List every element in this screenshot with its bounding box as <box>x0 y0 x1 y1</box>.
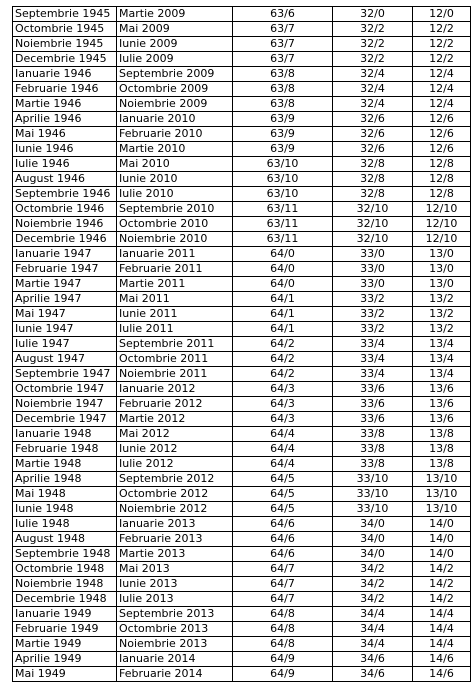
birth-month-cell: Noiembrie 1945 <box>13 37 117 52</box>
retirement-date-cell: Ianuarie 2011 <box>117 247 233 262</box>
contribution-cell: 32/4 <box>333 67 413 82</box>
birth-month-cell: Februarie 1948 <box>13 442 117 457</box>
retirement-date-cell: Mai 2010 <box>117 157 233 172</box>
birth-month-cell: Martie 1946 <box>13 97 117 112</box>
table-row <box>13 292 471 307</box>
birth-month-cell: Iulie 1948 <box>13 517 117 532</box>
birth-month-cell: August 1946 <box>13 172 117 187</box>
extra-cell: 14/2 <box>413 592 471 607</box>
extra-cell: 14/4 <box>413 607 471 622</box>
table-row <box>13 277 471 292</box>
table-row <box>13 172 471 187</box>
contribution-cell: 34/2 <box>333 577 413 592</box>
age-cell: 63/9 <box>233 112 333 127</box>
age-cell: 64/1 <box>233 322 333 337</box>
age-cell: 64/0 <box>233 247 333 262</box>
table-row <box>13 37 471 52</box>
extra-cell: 12/4 <box>413 97 471 112</box>
retirement-date-cell: Noiembrie 2009 <box>117 97 233 112</box>
age-cell: 63/9 <box>233 127 333 142</box>
retirement-date-cell: Octombrie 2009 <box>117 82 233 97</box>
contribution-cell: 33/8 <box>333 442 413 457</box>
birth-month-cell: Mai 1948 <box>13 487 117 502</box>
birth-month-cell: Aprilie 1947 <box>13 292 117 307</box>
age-cell: 63/7 <box>233 37 333 52</box>
retirement-date-cell: Mai 2012 <box>117 427 233 442</box>
table-row <box>13 307 471 322</box>
birth-month-cell: Octombrie 1945 <box>13 22 117 37</box>
contribution-cell: 33/2 <box>333 322 413 337</box>
contribution-cell: 32/4 <box>333 82 413 97</box>
contribution-cell: 34/4 <box>333 637 413 652</box>
extra-cell: 13/8 <box>413 427 471 442</box>
retirement-date-cell: Septembrie 2012 <box>117 472 233 487</box>
age-cell: 63/10 <box>233 157 333 172</box>
extra-cell: 12/10 <box>413 217 471 232</box>
table-row <box>13 622 471 637</box>
extra-cell: 13/4 <box>413 352 471 367</box>
table-row <box>13 337 471 352</box>
contribution-cell: 34/0 <box>333 532 413 547</box>
extra-cell: 12/2 <box>413 52 471 67</box>
retirement-date-cell: Septembrie 2010 <box>117 202 233 217</box>
retirement-date-cell: Iunie 2013 <box>117 577 233 592</box>
birth-month-cell: Septembrie 1948 <box>13 547 117 562</box>
age-cell: 64/6 <box>233 547 333 562</box>
retirement-date-cell: Noiembrie 2010 <box>117 232 233 247</box>
extra-cell: 13/2 <box>413 322 471 337</box>
table-row <box>13 532 471 547</box>
age-cell: 63/11 <box>233 217 333 232</box>
age-cell: 63/10 <box>233 172 333 187</box>
extra-cell: 13/0 <box>413 262 471 277</box>
age-cell: 64/4 <box>233 442 333 457</box>
table-row <box>13 487 471 502</box>
table-row <box>13 52 471 67</box>
birth-month-cell: Ianuarie 1949 <box>13 607 117 622</box>
age-cell: 64/6 <box>233 532 333 547</box>
contribution-cell: 33/10 <box>333 472 413 487</box>
age-cell: 64/9 <box>233 667 333 682</box>
table-row <box>13 577 471 592</box>
table-row <box>13 247 471 262</box>
age-cell: 63/8 <box>233 97 333 112</box>
extra-cell: 14/2 <box>413 577 471 592</box>
contribution-cell: 32/4 <box>333 97 413 112</box>
birth-month-cell: Mai 1949 <box>13 667 117 682</box>
contribution-cell: 32/2 <box>333 37 413 52</box>
extra-cell: 14/2 <box>413 562 471 577</box>
retirement-date-cell: Martie 2013 <box>117 547 233 562</box>
age-cell: 64/3 <box>233 397 333 412</box>
age-cell: 64/0 <box>233 277 333 292</box>
table-row <box>13 7 471 22</box>
table-row <box>13 142 471 157</box>
age-cell: 64/8 <box>233 607 333 622</box>
contribution-cell: 32/10 <box>333 202 413 217</box>
retirement-date-cell: Iulie 2010 <box>117 187 233 202</box>
table-row <box>13 112 471 127</box>
retirement-date-cell: Noiembrie 2012 <box>117 502 233 517</box>
table-row <box>13 157 471 172</box>
contribution-cell: 32/8 <box>333 172 413 187</box>
contribution-cell: 33/10 <box>333 487 413 502</box>
birth-month-cell: Septembrie 1947 <box>13 367 117 382</box>
extra-cell: 13/8 <box>413 442 471 457</box>
table-row <box>13 322 471 337</box>
contribution-cell: 33/6 <box>333 382 413 397</box>
contribution-cell: 34/0 <box>333 547 413 562</box>
table-row <box>13 382 471 397</box>
retirement-date-cell: Iunie 2009 <box>117 37 233 52</box>
retirement-date-cell: Februarie 2013 <box>117 532 233 547</box>
birth-month-cell: Decembrie 1947 <box>13 412 117 427</box>
age-cell: 64/3 <box>233 412 333 427</box>
age-cell: 63/8 <box>233 67 333 82</box>
extra-cell: 14/4 <box>413 637 471 652</box>
contribution-cell: 33/0 <box>333 277 413 292</box>
table-row <box>13 547 471 562</box>
retirement-date-cell: Februarie 2011 <box>117 262 233 277</box>
retirement-date-cell: Septembrie 2013 <box>117 607 233 622</box>
birth-month-cell: Mai 1947 <box>13 307 117 322</box>
retirement-date-cell: Iulie 2013 <box>117 592 233 607</box>
table-row <box>13 517 471 532</box>
birth-month-cell: Februarie 1949 <box>13 622 117 637</box>
contribution-cell: 34/6 <box>333 667 413 682</box>
extra-cell: 13/6 <box>413 412 471 427</box>
contribution-cell: 33/0 <box>333 247 413 262</box>
extra-cell: 12/6 <box>413 142 471 157</box>
age-cell: 64/4 <box>233 427 333 442</box>
retirement-date-cell: Ianuarie 2014 <box>117 652 233 667</box>
retirement-date-cell: Iulie 2009 <box>117 52 233 67</box>
retirement-date-cell: Februarie 2012 <box>117 397 233 412</box>
extra-cell: 13/10 <box>413 472 471 487</box>
retirement-date-cell: Martie 2011 <box>117 277 233 292</box>
retirement-date-cell: Septembrie 2011 <box>117 337 233 352</box>
retirement-date-cell: Septembrie 2009 <box>117 67 233 82</box>
birth-month-cell: Februarie 1947 <box>13 262 117 277</box>
age-cell: 63/11 <box>233 202 333 217</box>
extra-cell: 12/6 <box>413 127 471 142</box>
age-cell: 64/8 <box>233 637 333 652</box>
retirement-date-cell: Iunie 2010 <box>117 172 233 187</box>
contribution-cell: 33/6 <box>333 397 413 412</box>
age-cell: 63/8 <box>233 82 333 97</box>
extra-cell: 12/10 <box>413 232 471 247</box>
contribution-cell: 33/2 <box>333 292 413 307</box>
table-row <box>13 217 471 232</box>
extra-cell: 12/8 <box>413 172 471 187</box>
retirement-date-cell: Octombrie 2010 <box>117 217 233 232</box>
contribution-cell: 33/0 <box>333 262 413 277</box>
age-cell: 64/7 <box>233 562 333 577</box>
retirement-date-cell: Februarie 2014 <box>117 667 233 682</box>
contribution-cell: 34/2 <box>333 592 413 607</box>
age-cell: 64/7 <box>233 592 333 607</box>
extra-cell: 12/4 <box>413 82 471 97</box>
birth-month-cell: Decembrie 1946 <box>13 232 117 247</box>
extra-cell: 12/2 <box>413 22 471 37</box>
contribution-cell: 32/2 <box>333 52 413 67</box>
data-table <box>12 6 471 682</box>
birth-month-cell: Martie 1947 <box>13 277 117 292</box>
table-row <box>13 187 471 202</box>
birth-month-cell: Ianuarie 1946 <box>13 67 117 82</box>
age-cell: 64/1 <box>233 292 333 307</box>
age-cell: 63/7 <box>233 52 333 67</box>
table-row <box>13 67 471 82</box>
birth-month-cell: Februarie 1946 <box>13 82 117 97</box>
table-row <box>13 652 471 667</box>
table-row <box>13 232 471 247</box>
extra-cell: 13/8 <box>413 457 471 472</box>
contribution-cell: 33/8 <box>333 457 413 472</box>
birth-month-cell: Aprilie 1949 <box>13 652 117 667</box>
birth-month-cell: Iulie 1947 <box>13 337 117 352</box>
contribution-cell: 33/8 <box>333 427 413 442</box>
contribution-cell: 34/0 <box>333 517 413 532</box>
contribution-cell: 32/8 <box>333 187 413 202</box>
extra-cell: 14/6 <box>413 652 471 667</box>
age-cell: 63/6 <box>233 7 333 22</box>
birth-month-cell: Iunie 1946 <box>13 142 117 157</box>
extra-cell: 14/0 <box>413 517 471 532</box>
table-row <box>13 607 471 622</box>
extra-cell: 13/0 <box>413 247 471 262</box>
retirement-date-cell: Mai 2011 <box>117 292 233 307</box>
extra-cell: 13/10 <box>413 502 471 517</box>
contribution-cell: 32/2 <box>333 22 413 37</box>
extra-cell: 12/8 <box>413 187 471 202</box>
age-cell: 63/10 <box>233 187 333 202</box>
table-row <box>13 22 471 37</box>
birth-month-cell: August 1947 <box>13 352 117 367</box>
birth-month-cell: Noiembrie 1946 <box>13 217 117 232</box>
retirement-date-cell: Noiembrie 2013 <box>117 637 233 652</box>
birth-month-cell: Ianuarie 1948 <box>13 427 117 442</box>
table-row <box>13 367 471 382</box>
table-row <box>13 667 471 682</box>
age-cell: 64/6 <box>233 517 333 532</box>
contribution-cell: 33/10 <box>333 502 413 517</box>
birth-month-cell: Iunie 1948 <box>13 502 117 517</box>
table-row <box>13 397 471 412</box>
extra-cell: 12/8 <box>413 157 471 172</box>
extra-cell: 14/4 <box>413 622 471 637</box>
birth-month-cell: Iunie 1947 <box>13 322 117 337</box>
age-cell: 64/5 <box>233 502 333 517</box>
age-cell: 64/1 <box>233 307 333 322</box>
birth-month-cell: Decembrie 1945 <box>13 52 117 67</box>
retirement-date-cell: Ianuarie 2012 <box>117 382 233 397</box>
contribution-cell: 34/4 <box>333 622 413 637</box>
age-cell: 64/3 <box>233 382 333 397</box>
age-cell: 64/9 <box>233 652 333 667</box>
contribution-cell: 32/10 <box>333 232 413 247</box>
extra-cell: 13/0 <box>413 277 471 292</box>
retirement-date-cell: Februarie 2010 <box>117 127 233 142</box>
age-cell: 64/0 <box>233 262 333 277</box>
extra-cell: 13/2 <box>413 307 471 322</box>
extra-cell: 12/2 <box>413 37 471 52</box>
contribution-cell: 32/8 <box>333 157 413 172</box>
contribution-cell: 33/2 <box>333 307 413 322</box>
birth-month-cell: Aprilie 1946 <box>13 112 117 127</box>
table-row <box>13 427 471 442</box>
contribution-cell: 32/6 <box>333 112 413 127</box>
retirement-date-cell: Ianuarie 2013 <box>117 517 233 532</box>
age-cell: 63/11 <box>233 232 333 247</box>
extra-cell: 13/6 <box>413 382 471 397</box>
extra-cell: 13/6 <box>413 397 471 412</box>
retirement-date-cell: Noiembrie 2011 <box>117 367 233 382</box>
contribution-cell: 34/2 <box>333 562 413 577</box>
extra-cell: 13/4 <box>413 367 471 382</box>
retirement-date-cell: Mai 2009 <box>117 22 233 37</box>
table-row <box>13 562 471 577</box>
retirement-date-cell: Iunie 2012 <box>117 442 233 457</box>
contribution-cell: 33/4 <box>333 367 413 382</box>
contribution-cell: 32/6 <box>333 142 413 157</box>
birth-month-cell: Octombrie 1948 <box>13 562 117 577</box>
age-cell: 64/2 <box>233 367 333 382</box>
extra-cell: 13/2 <box>413 292 471 307</box>
table-row <box>13 412 471 427</box>
retirement-date-cell: Iulie 2011 <box>117 322 233 337</box>
birth-month-cell: August 1948 <box>13 532 117 547</box>
birth-month-cell: Noiembrie 1947 <box>13 397 117 412</box>
age-cell: 63/9 <box>233 142 333 157</box>
age-cell: 64/5 <box>233 487 333 502</box>
contribution-cell: 32/6 <box>333 127 413 142</box>
table-row <box>13 442 471 457</box>
table-row <box>13 637 471 652</box>
table-row <box>13 262 471 277</box>
contribution-cell: 34/6 <box>333 652 413 667</box>
age-cell: 64/7 <box>233 577 333 592</box>
age-cell: 64/2 <box>233 337 333 352</box>
extra-cell: 13/10 <box>413 487 471 502</box>
birth-month-cell: Ianuarie 1947 <box>13 247 117 262</box>
table-row <box>13 472 471 487</box>
contribution-cell: 33/6 <box>333 412 413 427</box>
birth-month-cell: Noiembrie 1948 <box>13 577 117 592</box>
retirement-date-cell: Ianuarie 2010 <box>117 112 233 127</box>
extra-cell: 12/6 <box>413 112 471 127</box>
extra-cell: 14/0 <box>413 547 471 562</box>
table-row <box>13 502 471 517</box>
table-row <box>13 457 471 472</box>
table-row <box>13 592 471 607</box>
table-row <box>13 97 471 112</box>
extra-cell: 12/4 <box>413 67 471 82</box>
retirement-date-cell: Octombrie 2011 <box>117 352 233 367</box>
table-row <box>13 202 471 217</box>
table-row <box>13 127 471 142</box>
birth-month-cell: Iulie 1946 <box>13 157 117 172</box>
birth-month-cell: Octombrie 1946 <box>13 202 117 217</box>
birth-month-cell: Martie 1948 <box>13 457 117 472</box>
document-page <box>12 6 471 682</box>
extra-cell: 12/0 <box>413 7 471 22</box>
birth-month-cell: Septembrie 1946 <box>13 187 117 202</box>
contribution-cell: 33/4 <box>333 337 413 352</box>
age-cell: 64/2 <box>233 352 333 367</box>
birth-month-cell: Octombrie 1947 <box>13 382 117 397</box>
retirement-date-cell: Mai 2013 <box>117 562 233 577</box>
retirement-date-cell: Martie 2010 <box>117 142 233 157</box>
birth-month-cell: Decembrie 1948 <box>13 592 117 607</box>
birth-month-cell: Mai 1946 <box>13 127 117 142</box>
contribution-cell: 33/4 <box>333 352 413 367</box>
retirement-date-cell: Martie 2009 <box>117 7 233 22</box>
age-cell: 63/7 <box>233 22 333 37</box>
extra-cell: 13/4 <box>413 337 471 352</box>
retirement-date-cell: Iulie 2012 <box>117 457 233 472</box>
age-cell: 64/5 <box>233 472 333 487</box>
retirement-date-cell: Octombrie 2012 <box>117 487 233 502</box>
retirement-date-cell: Octombrie 2013 <box>117 622 233 637</box>
table-body <box>13 7 471 682</box>
extra-cell: 12/10 <box>413 202 471 217</box>
contribution-cell: 34/4 <box>333 607 413 622</box>
extra-cell: 14/6 <box>413 667 471 682</box>
age-cell: 64/8 <box>233 622 333 637</box>
retirement-date-cell: Iunie 2011 <box>117 307 233 322</box>
table-row <box>13 352 471 367</box>
contribution-cell: 32/10 <box>333 217 413 232</box>
birth-month-cell: Aprilie 1948 <box>13 472 117 487</box>
contribution-cell: 32/0 <box>333 7 413 22</box>
birth-month-cell: Martie 1949 <box>13 637 117 652</box>
extra-cell: 14/0 <box>413 532 471 547</box>
age-cell: 64/4 <box>233 457 333 472</box>
retirement-date-cell: Martie 2012 <box>117 412 233 427</box>
table-row <box>13 82 471 97</box>
birth-month-cell: Septembrie 1945 <box>13 7 117 22</box>
